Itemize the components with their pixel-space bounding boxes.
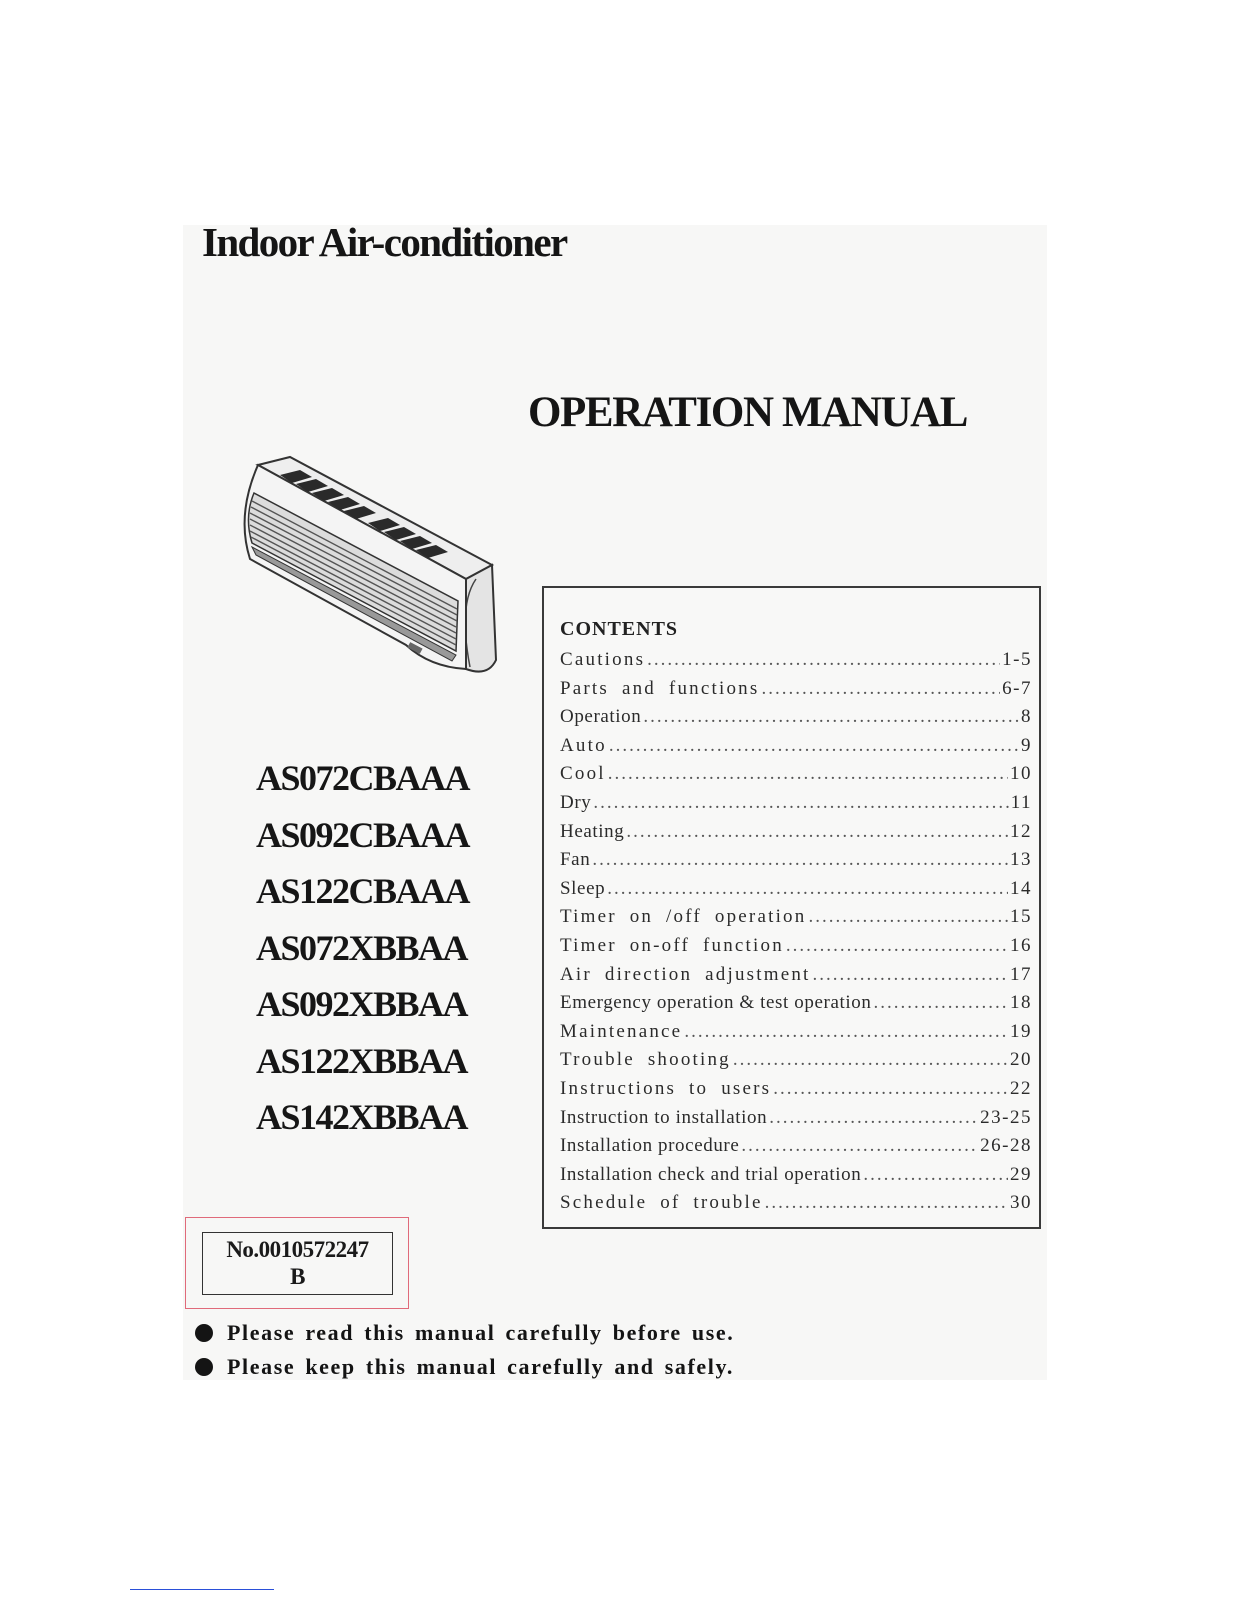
- toc-entry-title: Cool: [560, 763, 606, 785]
- toc-entry-title: Fan: [560, 849, 591, 871]
- toc-entry-page: 10: [1010, 763, 1032, 785]
- toc-entry-page: 1-5: [1002, 649, 1032, 670]
- toc-entry-page: 13: [1010, 849, 1032, 871]
- toc-dot-leader: [813, 964, 1008, 986]
- toc-dot-leader: [733, 1049, 1008, 1071]
- toc-entry-emergency-operation[interactable]: [560, 992, 1032, 1021]
- model-number: AS092XBBAA: [256, 984, 468, 1024]
- manual-title: OPERATION MANUAL: [528, 389, 968, 436]
- toc-dot-leader: [786, 935, 1008, 957]
- toc-entry-page: 19: [1010, 1020, 1032, 1042]
- bullet-icon: [195, 1358, 213, 1376]
- toc-entry-page: 29: [1010, 1163, 1032, 1185]
- toc-entry-title: Auto: [560, 734, 607, 756]
- toc-dot-leader: [741, 1135, 978, 1157]
- toc-entry-cool[interactable]: [560, 763, 1032, 792]
- toc-entry-page: 8: [1021, 706, 1032, 728]
- serial-revision: B: [290, 1264, 305, 1289]
- toc-entry-installation-procedure[interactable]: [560, 1135, 1032, 1164]
- toc-dot-leader: [765, 1192, 1008, 1214]
- toc-entry-trouble-shooting[interactable]: [560, 1049, 1032, 1078]
- toc-entry-title: Heating: [560, 820, 625, 842]
- toc-entry-page: 20: [1010, 1049, 1032, 1071]
- toc-entry-timer-on-off-operation[interactable]: [560, 906, 1032, 935]
- toc-entry-timer-on-off-function[interactable]: [560, 935, 1032, 964]
- toc-entry-schedule-of-trouble[interactable]: [560, 1192, 1032, 1221]
- bullet-icon: [195, 1324, 213, 1342]
- toc-entry-dry[interactable]: [560, 792, 1032, 821]
- contents-panel: [542, 586, 1041, 1229]
- toc-dot-leader: [608, 763, 1008, 785]
- table-of-contents: [560, 649, 1032, 1221]
- toc-entry-page: 12: [1010, 820, 1032, 842]
- indoor-air-conditioner-unit-icon: [230, 455, 500, 685]
- model-number: AS092CBAAA: [256, 814, 470, 855]
- toc-entry-title: Schedule of trouble: [560, 1192, 763, 1214]
- toc-entry-page: 23-25: [980, 1106, 1032, 1128]
- toc-entry-instructions-to-users[interactable]: [560, 1078, 1032, 1107]
- serial-number-highlight: [185, 1217, 409, 1309]
- serial-number-box: [202, 1232, 393, 1295]
- toc-entry-title: Installation check and trial operation: [560, 1163, 862, 1185]
- note-text: Please read this manual carefully before use.: [227, 1320, 735, 1345]
- toc-entry-title: Cautions: [560, 649, 646, 670]
- toc-entry-page: 30: [1010, 1192, 1032, 1214]
- toc-entry-parts-and-functions[interactable]: [560, 678, 1032, 707]
- toc-entry-title: Sleep: [560, 877, 606, 899]
- footer-link-underline[interactable]: [130, 1589, 274, 1590]
- model-number: AS072XBBAA: [256, 927, 468, 968]
- toc-entry-heating[interactable]: [560, 821, 1032, 850]
- toc-entry-title: Instruction to installation: [560, 1106, 768, 1128]
- contents-heading: CONTENTS: [560, 618, 679, 640]
- toc-dot-leader: [769, 1107, 978, 1129]
- toc-entry-page: 17: [1010, 963, 1032, 985]
- toc-entry-title: Operation: [560, 706, 642, 728]
- usage-notes: [195, 1316, 734, 1384]
- toc-entry-page: 6-7: [1002, 677, 1032, 699]
- toc-dot-leader: [626, 821, 1008, 843]
- toc-dot-leader: [609, 735, 1019, 757]
- toc-dot-leader: [592, 849, 1008, 871]
- toc-entry-cautions[interactable]: [560, 649, 1032, 678]
- toc-entry-title: Emergency operation & test operation: [560, 992, 872, 1014]
- note-keep-manual: [195, 1350, 734, 1384]
- toc-entry-instruction-to-installation[interactable]: [560, 1107, 1032, 1136]
- model-number: AS122CBAAA: [256, 871, 470, 911]
- toc-dot-leader: [863, 1164, 1008, 1186]
- toc-entry-auto[interactable]: [560, 735, 1032, 764]
- toc-entry-fan[interactable]: [560, 849, 1032, 878]
- toc-dot-leader: [873, 992, 1008, 1014]
- toc-entry-page: 16: [1010, 934, 1032, 956]
- toc-dot-leader: [607, 878, 1008, 900]
- toc-entry-title: Trouble shooting: [560, 1049, 731, 1071]
- toc-entry-air-direction-adjustment[interactable]: [560, 964, 1032, 993]
- toc-dot-leader: [643, 706, 1019, 728]
- toc-entry-page: 9: [1021, 734, 1032, 756]
- model-number: AS122XBBAA: [256, 1040, 468, 1081]
- model-number: AS142XBBAA: [256, 1097, 468, 1137]
- toc-entry-title: Instructions to users: [560, 1077, 772, 1099]
- toc-dot-leader: [773, 1078, 1008, 1100]
- toc-entry-page: 22: [1010, 1077, 1032, 1099]
- toc-dot-leader: [808, 906, 1008, 928]
- toc-entry-page: 26-28: [980, 1135, 1032, 1157]
- toc-entry-page: 18: [1010, 992, 1032, 1014]
- note-text: Please keep this manual carefully and safely.: [227, 1354, 734, 1379]
- serial-number: No.0010572247: [226, 1237, 369, 1262]
- toc-entry-page: 14: [1010, 877, 1032, 899]
- toc-dot-leader: [684, 1021, 1008, 1043]
- toc-dot-leader: [647, 649, 1000, 671]
- toc-entry-maintenance[interactable]: [560, 1021, 1032, 1050]
- toc-entry-title: Timer on /off operation: [560, 906, 807, 928]
- toc-entry-page: 11: [1010, 791, 1032, 813]
- model-number: AS072CBAAA: [256, 758, 470, 798]
- toc-entry-operation[interactable]: [560, 706, 1032, 735]
- toc-entry-title: Air direction adjustment: [560, 963, 811, 985]
- toc-entry-sleep[interactable]: [560, 878, 1032, 907]
- toc-entry-title: Parts and functions: [560, 677, 760, 699]
- toc-dot-leader: [761, 678, 1000, 700]
- note-read-manual: [195, 1316, 734, 1350]
- toc-dot-leader: [593, 792, 1008, 814]
- toc-entry-title: Timer on-off function: [560, 934, 784, 956]
- model-list: [256, 758, 470, 1164]
- product-title: Indoor Air-conditioner: [202, 219, 567, 265]
- toc-entry-installation-check[interactable]: [560, 1164, 1032, 1193]
- toc-entry-title: Dry: [560, 791, 592, 813]
- toc-entry-page: 15: [1010, 906, 1032, 928]
- toc-entry-title: Maintenance: [560, 1020, 683, 1042]
- toc-entry-title: Installation procedure: [560, 1135, 740, 1157]
